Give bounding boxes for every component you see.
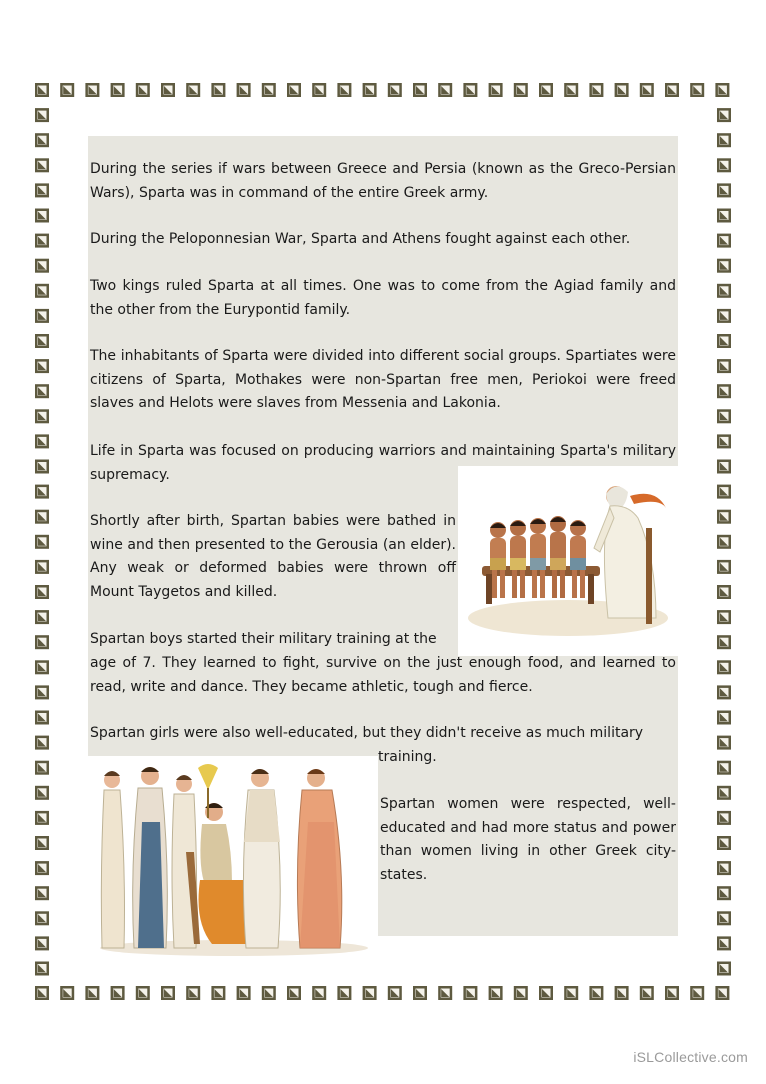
paragraph-social-groups: The inhabitants of Sparta were divided into different social groups. Spartiates were citizens of Sparta, Mothakes were non-Spartan free men, Periokoi were freed slaves and Helots were slaves from Messenia and Lakonia. [90, 348, 676, 411]
border-tile [717, 209, 731, 223]
paragraph-girls-education-end: training. [378, 749, 437, 765]
border-tile [717, 635, 731, 649]
paragraph-peloponnesian-war: During the Peloponnesian War, Sparta and Athens fought against each other. [90, 231, 631, 247]
border-tile [312, 83, 326, 97]
border-tile [717, 108, 731, 122]
border-tile [715, 986, 729, 1000]
border-tile [489, 83, 503, 97]
border-tile [35, 510, 49, 524]
border-tile [717, 384, 731, 398]
border-tile [717, 886, 731, 900]
border-tile [35, 585, 49, 599]
border-tile [717, 259, 731, 273]
border-tile [438, 986, 452, 1000]
border-tile [237, 83, 251, 97]
border-tile [413, 83, 427, 97]
paragraph-spartan-babies: Shortly after birth, Spartan babies were bathed in wine and then presented to the Gerousia (an elder). Any weak or deformed babies were thrown off Mount Taygetos and killed. [90, 513, 456, 600]
border-tile [717, 911, 731, 925]
border-tile [717, 535, 731, 549]
paragraph-girls-education: Spartan girls were also well-educated, but they didn't receive as much military [90, 725, 644, 741]
border-tile [717, 836, 731, 850]
border-tile [564, 83, 578, 97]
border-tile [35, 535, 49, 549]
border-tile [211, 83, 225, 97]
border-tile [717, 585, 731, 599]
border-tile [717, 685, 731, 699]
border-tile [186, 986, 200, 1000]
border-tile [312, 986, 326, 1000]
border-tile [717, 711, 731, 725]
border-tile [35, 610, 49, 624]
border-tile [690, 83, 704, 97]
paragraph-spartan-women: Spartan women were respected, well-educated and had more status and power than women living in other Greek city-states. [380, 796, 676, 883]
paragraph-boys-training: age of 7. They learned to fight, survive on the just enough food, and learned to read, write and dance. They became athletic, tough and fierce. [90, 655, 676, 695]
border-tile [35, 384, 49, 398]
border-tile [717, 660, 731, 674]
border-tile [640, 83, 654, 97]
border-tile [35, 460, 49, 474]
border-tile [287, 83, 301, 97]
border-tile [717, 861, 731, 875]
border-tile [262, 83, 276, 97]
border-tile [35, 786, 49, 800]
border-tile [438, 83, 452, 97]
border-tile [35, 761, 49, 775]
border-tile [717, 409, 731, 423]
border-tile [111, 83, 125, 97]
border-tile [35, 108, 49, 122]
border-tile [35, 485, 49, 499]
border-tile [463, 986, 477, 1000]
border-tile [539, 986, 553, 1000]
border-tile [413, 986, 427, 1000]
border-tile [717, 936, 731, 950]
border-tile [35, 861, 49, 875]
border-tile [717, 761, 731, 775]
border-tile [35, 936, 49, 950]
border-tile [186, 83, 200, 97]
border-tile [337, 986, 351, 1000]
border-tile [363, 986, 377, 1000]
border-tile [85, 986, 99, 1000]
paragraph-life-in-sparta: Life in Sparta was focused on producing warriors and maintaining Sparta's military supremacy. [90, 443, 676, 483]
border-tile [363, 83, 377, 97]
border-tile [717, 183, 731, 197]
border-tile [35, 259, 49, 273]
border-tile [665, 986, 679, 1000]
border-tile [717, 485, 731, 499]
border-tile [35, 962, 49, 976]
border-tile [35, 359, 49, 373]
border-tile [35, 434, 49, 448]
border-tile [717, 610, 731, 624]
border-tile [717, 560, 731, 574]
border-tile [262, 986, 276, 1000]
border-tile [287, 986, 301, 1000]
border-tile [35, 711, 49, 725]
border-tile [690, 986, 704, 1000]
border-tile [35, 986, 49, 1000]
border-tile [35, 811, 49, 825]
border-tile [615, 986, 629, 1000]
border-tile [388, 83, 402, 97]
border-tile [717, 334, 731, 348]
border-tile [35, 284, 49, 298]
border-tile [640, 986, 654, 1000]
border-tile [717, 460, 731, 474]
illustration-spartan-boys-and-elder [460, 468, 676, 644]
border-tile [161, 83, 175, 97]
border-tile [35, 209, 49, 223]
border-tile [717, 158, 731, 172]
border-tile [35, 560, 49, 574]
border-tile [136, 986, 150, 1000]
border-tile [717, 962, 731, 976]
border-tile [111, 986, 125, 1000]
watermark: iSLCollective.com [633, 1049, 748, 1065]
border-tile [589, 83, 603, 97]
border-tile [717, 811, 731, 825]
border-tile [514, 986, 528, 1000]
border-tile [615, 83, 629, 97]
border-tile [717, 234, 731, 248]
border-tile [35, 183, 49, 197]
border-tile [589, 986, 603, 1000]
border-tile [337, 83, 351, 97]
illustration-greek-women [94, 762, 376, 956]
border-tile [237, 986, 251, 1000]
border-tile [463, 83, 477, 97]
border-tile [717, 510, 731, 524]
border-tile [35, 309, 49, 323]
border-tile [35, 836, 49, 850]
border-tile [717, 284, 731, 298]
border-tile [60, 83, 74, 97]
border-tile [717, 133, 731, 147]
border-tile [717, 309, 731, 323]
border-tile [717, 359, 731, 373]
border-tile [35, 660, 49, 674]
paragraph-two-kings: Two kings ruled Sparta at all times. One was to come from the Agiad family and the other from the Eurypontid family. [90, 278, 676, 318]
border-tile [35, 736, 49, 750]
border-tile [35, 911, 49, 925]
border-tile [717, 434, 731, 448]
border-tile [35, 234, 49, 248]
border-tile [35, 133, 49, 147]
border-tile [35, 409, 49, 423]
border-tile [211, 986, 225, 1000]
border-tile [665, 83, 679, 97]
border-tile [35, 334, 49, 348]
border-tile [388, 986, 402, 1000]
border-tile [514, 83, 528, 97]
border-tile [539, 83, 553, 97]
border-tile [60, 986, 74, 1000]
border-tile [717, 786, 731, 800]
border-tile [35, 685, 49, 699]
border-tile [489, 986, 503, 1000]
border-tile [136, 83, 150, 97]
border-tile [35, 635, 49, 649]
border-tile [85, 83, 99, 97]
border-tile [35, 886, 49, 900]
border-tile [715, 83, 729, 97]
border-tile [161, 986, 175, 1000]
border-tile [564, 986, 578, 1000]
border-tile [35, 83, 49, 97]
border-tile [35, 158, 49, 172]
paragraph-boys-training-start: Spartan boys started their military training at the [90, 631, 437, 647]
border-tile [717, 736, 731, 750]
paragraph-greco-persian-wars: During the series if wars between Greece and Persia (known as the Greco-Persian Wars), Sparta was in command of the entire Greek army. [90, 161, 676, 201]
